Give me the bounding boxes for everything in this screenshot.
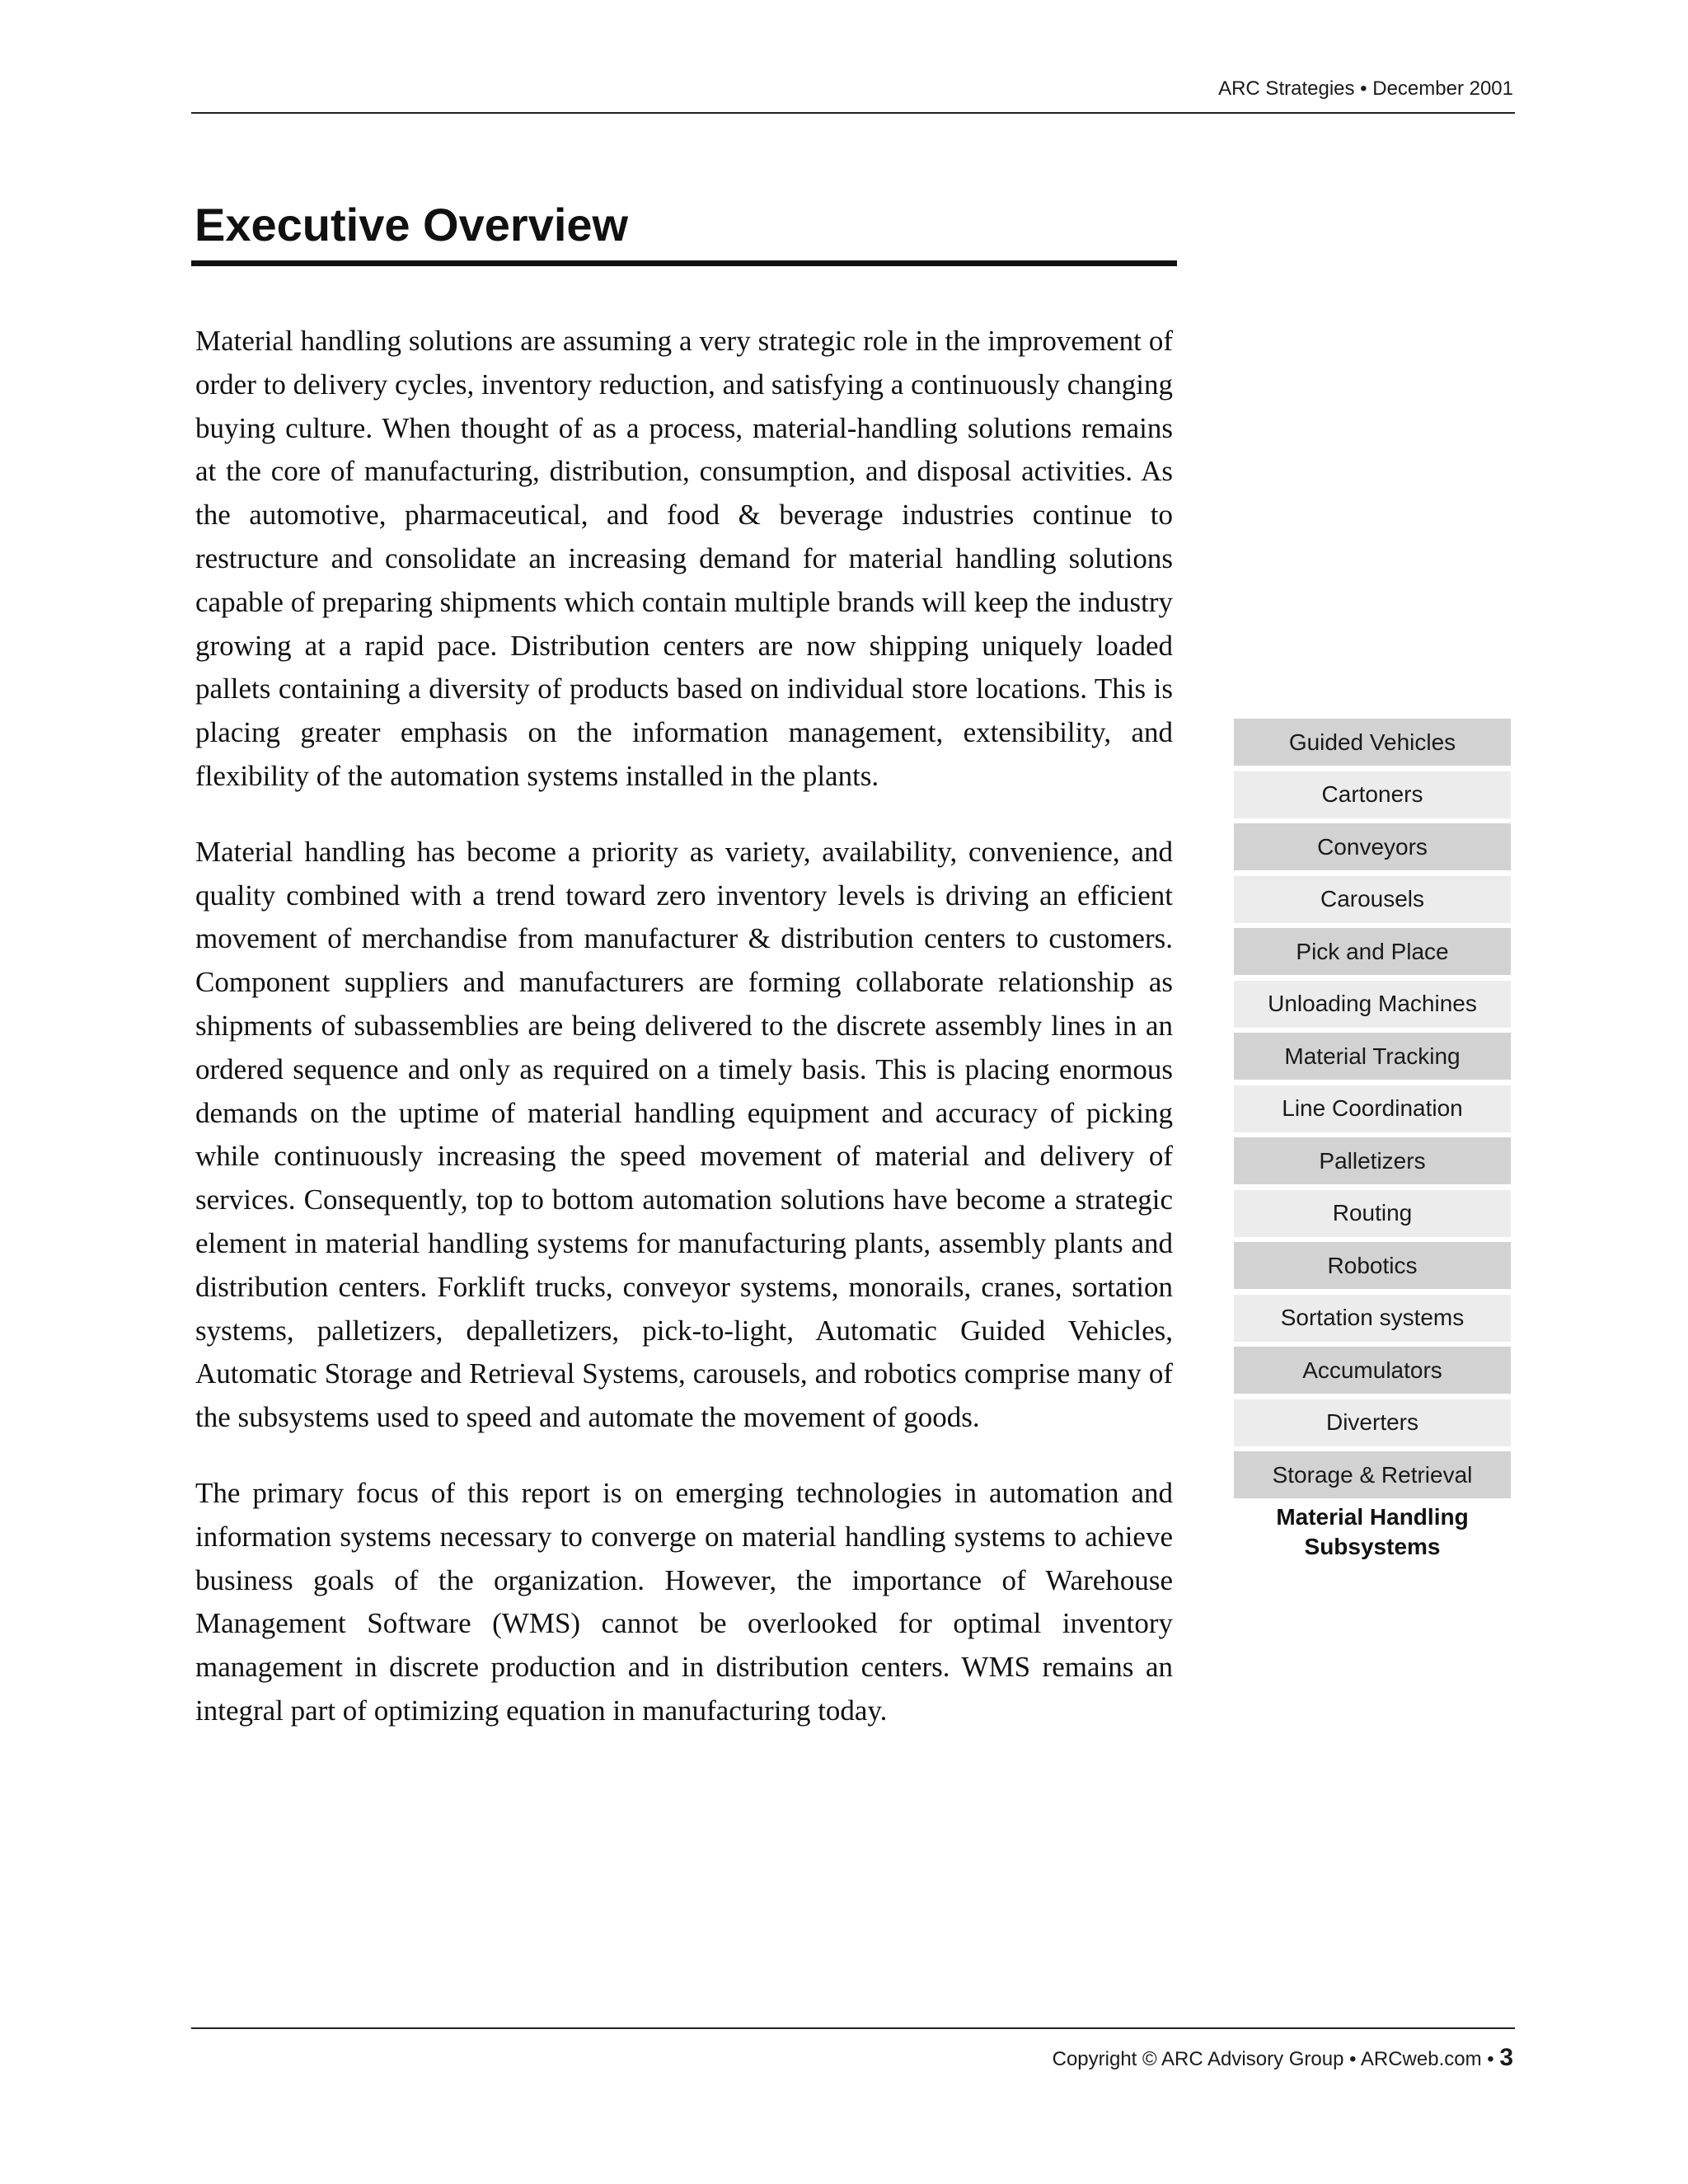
sidebar-item-carousels: Carousels	[1234, 876, 1511, 923]
header-rule	[191, 112, 1515, 114]
sidebar-item-line-coordination: Line Coordination	[1234, 1085, 1511, 1132]
page-title: Executive Overview	[195, 199, 629, 251]
subsystems-sidebar	[1234, 719, 1511, 1562]
sidebar-item-sortation-systems: Sortation systems	[1234, 1295, 1511, 1342]
sidebar-item-storage-retrieval: Storage & Retrieval	[1234, 1451, 1511, 1498]
running-header: ARC Strategies • December 2001	[1218, 77, 1513, 100]
sidebar-caption-line-2: Subsystems	[1304, 1533, 1441, 1559]
sidebar-item-unloading-machines: Unloading Machines	[1234, 981, 1511, 1028]
sidebar-item-material-tracking: Material Tracking	[1234, 1033, 1511, 1080]
sidebar-item-diverters: Diverters	[1234, 1399, 1511, 1446]
footer-rule	[191, 2027, 1515, 2029]
page-number: 3	[1499, 2044, 1513, 2071]
sidebar-item-cartoners: Cartoners	[1234, 771, 1511, 818]
sidebar-item-routing: Routing	[1234, 1190, 1511, 1237]
sidebar-item-robotics: Robotics	[1234, 1242, 1511, 1289]
sidebar-item-pick-and-place: Pick and Place	[1234, 928, 1511, 975]
body-text	[195, 320, 1173, 1765]
sidebar-caption-line-1: Material Handling	[1276, 1503, 1469, 1530]
sidebar-item-palletizers: Palletizers	[1234, 1137, 1511, 1184]
paragraph-3: The primary focus of this report is on emerging technologies in automation and information systems necessary to converge on material handling systems to achieve business goals of the organization. However, the importance of Warehouse Management Software (WMS) cannot be overlooked for optimal inventory management in discrete production and in distribution centers. WMS remains an integral part of optimizing equation in manufacturing today.	[195, 1476, 1173, 1727]
sidebar-item-guided-vehicles: Guided Vehicles	[1234, 719, 1511, 766]
footer-copyright: Copyright © ARC Advisory Group • ARCweb.com •	[1052, 2048, 1494, 2070]
title-underline	[191, 260, 1177, 266]
paragraph-2: Material handling has become a priority as variety, availability, convenience, and quality combined with a trend toward zero inventory levels is driving an efficient movement of merchandise from manufacturer & distribution centers to customers. Component suppliers and manufacturers are forming collaborate relationship as shipments of subassemblies are being delivered to the discrete assembly lines in an ordered sequence and only as required on a timely basis. This is placing enormous demands on the uptime of material handling equipment and accuracy of picking while continuously increasing the speed movement of material and delivery of services. Consequently, top to bottom automation solutions have become a strategic element in material handling systems for manufacturing plants, assembly plants and distribution centers. Forklift trucks, conveyor systems, monorails, cranes, sortation systems, palletizers, depalletizers, pick-to-light, Automatic Guided Vehicles, Automatic Storage and Retrieval Systems, carousels, and robotics comprise many of the subsystems used to speed and automate the movement of goods.	[195, 835, 1173, 1434]
sidebar-caption	[1234, 1502, 1511, 1562]
sidebar-item-conveyors: Conveyors	[1234, 823, 1511, 870]
footer	[1053, 2044, 1513, 2072]
paragraph-1: Material handling solutions are assuming a very strategic role in the improvement of order to delivery cycles, inventory reduction, and satisfying a continuously changing buying culture. When thought of as a process, material-handling solutions remains at the core of manufacturing, distribution, consumption, and disposal activities. As the automotive, pharmaceutical, and food & beverage industries continue to restructure and consolidate an increasing demand for material handling solutions capable of preparing shipments which contain multiple brands will keep the industry growing at a rapid pace. Distribution centers are now shipping uniquely loaded pallets containing a diversity of products based on individual store locations. This is placing greater emphasis on the information management, extensibility, and flexibility of the automation systems installed in the plants.	[195, 325, 1173, 792]
sidebar-item-accumulators: Accumulators	[1234, 1347, 1511, 1394]
